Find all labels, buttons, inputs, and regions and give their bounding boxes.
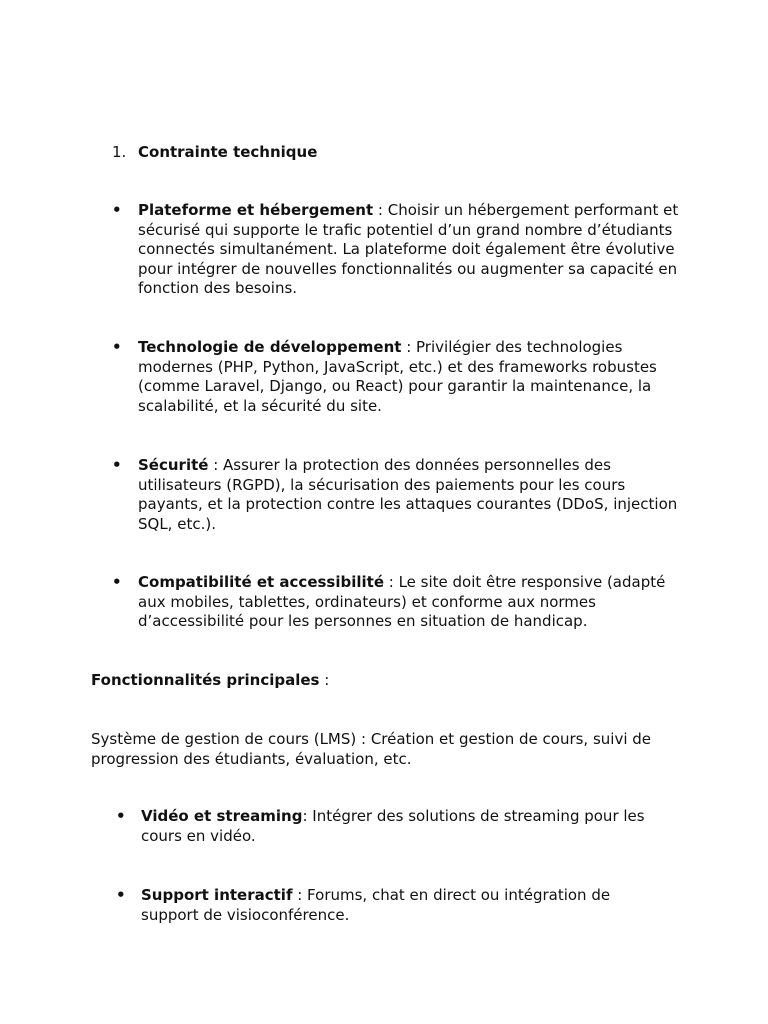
- list-item-text: [138, 338, 684, 416]
- list-item-term: Sécurité: [138, 456, 209, 474]
- list-item-text: [138, 201, 684, 299]
- features-heading-colon: :: [319, 671, 330, 689]
- list-item-description: : Le site doit être responsive (adapté aux mobiles, tablettes, ordinateurs) et conforme aux normes d’accessibilité pour les personnes en situation de handicap.: [138, 573, 666, 631]
- bullet-icon: •: [116, 886, 126, 904]
- list-item-text: [141, 807, 671, 846]
- list-item-description: : Forums, chat en direct ou intégration de support de visioconférence.: [141, 886, 611, 924]
- list-item-description: : Privilégier des technologies modernes (PHP, Python, JavaScript, etc.) et des frameworks robustes (comme Laravel, Django, ou React) pour garantir la maintenance, la scalabilité, et la sécurité du site.: [138, 338, 657, 415]
- bullet-icon: •: [112, 338, 122, 356]
- list-item-term: Plateforme et hébergement: [138, 201, 374, 219]
- list-item-term: Compatibilité et accessibilité: [138, 573, 384, 591]
- list-item-text: [138, 573, 684, 632]
- bullet-icon: •: [112, 456, 122, 474]
- list-item-text: [138, 456, 684, 534]
- list-number: 1.: [112, 143, 127, 161]
- list-item-term: Vidéo et streaming: [141, 807, 303, 825]
- list-item-description: : Choisir un hébergement performant et sécurisé qui supporte le trafic potentiel d’un grand nombre d’étudiants connectés simultanément. La plateforme doit également être évolutive pour intégrer de nouvelles fonctionnalités ou augmenter sa capacité en fonction des besoins.: [138, 201, 679, 298]
- features-heading-label: Fonctionnalités principales: [91, 671, 320, 689]
- list-item-text: [141, 886, 671, 925]
- list-item-term: Support interactif: [141, 886, 293, 904]
- list-item-term: Technologie de développement: [138, 338, 402, 356]
- section-title: Contrainte technique: [138, 143, 318, 161]
- list-item-description: : Assurer la protection des données personnelles des utilisateurs (RGPD), la sécurisation des paiements pour les cours payants, et la protection contre les attaques courantes (DDoS, injection SQL, etc.).: [138, 456, 678, 533]
- bullet-icon: •: [112, 573, 122, 591]
- list-item-description: : Intégrer des solutions de streaming pour les cours en vidéo.: [141, 807, 645, 845]
- lms-paragraph: Système de gestion de cours (LMS) : Création et gestion de cours, suivi de progression des étudiants, évaluation, etc.: [91, 730, 652, 768]
- bullet-icon: •: [116, 807, 126, 825]
- features-heading: [91, 671, 681, 691]
- bullet-icon: •: [112, 201, 122, 219]
